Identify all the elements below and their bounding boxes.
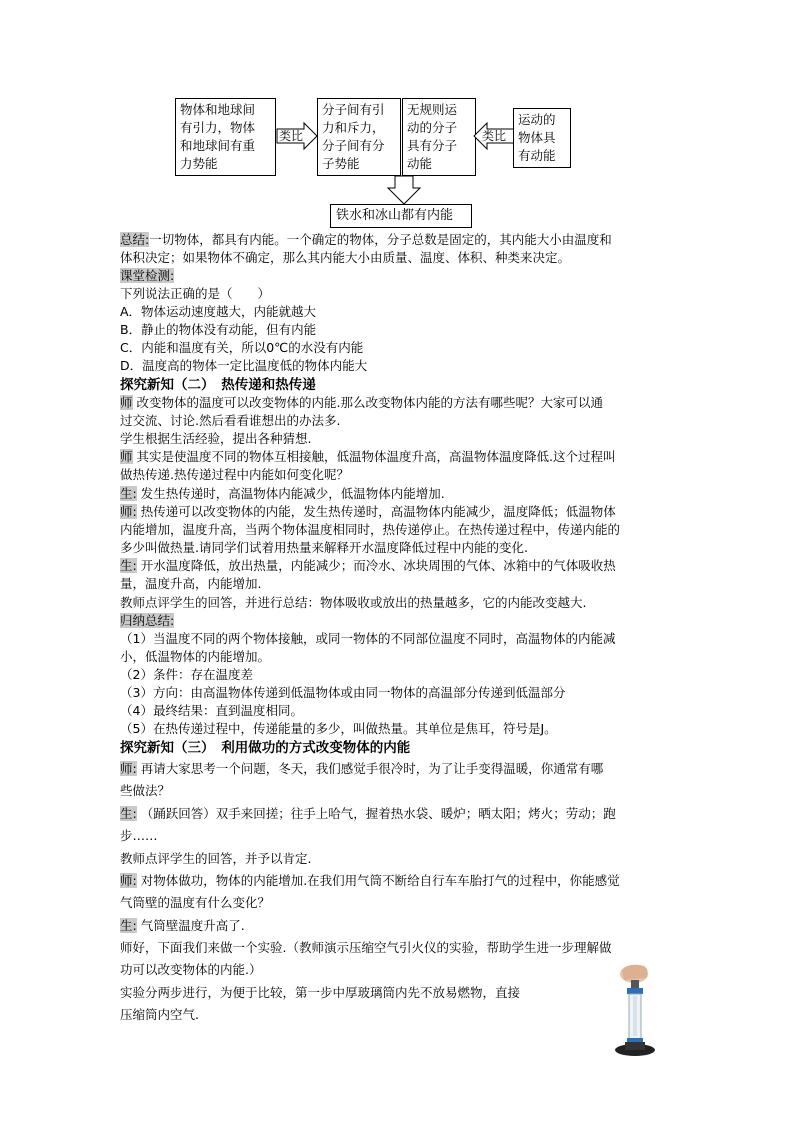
s3-student1-line2: 步…… [120,828,158,843]
s2-summary-item-3: （3）方向：由高温物体传递到低温物体或由同一物体的高温部分传递到低温部分 [120,685,566,700]
s2-teacher1-line2: 过交流、讨论.然后看看谁想出的办法多. [120,413,341,428]
analogy-label-left: 类比 [279,129,304,143]
s3-student1-line1: 生: （踊跃回答）双手来回搓；往手上哈气，握着热水袋、暖炉；晒太阳；烤火；劳动；跑 [120,806,616,821]
s2-summary-item-2: （2）条件：存在温度差 [120,667,253,682]
summary-line-1: 总结:一切物体，都具有内能。一个确定的物体，分子总数是固定的，其内能大小由温度和 [120,232,612,247]
s2-teacher2-line1: 师 其实是使温度不同的物体互相接触，低温物体温度升高，高温物体温度降低.这个过程叫 [120,449,616,464]
diagram-result-box: 铁水和冰山都有内能 [330,204,472,228]
s3-teacher3-line1: 师好，下面我们来做一个实验.（教师演示压缩空气引火仪的实验，帮助学生进一步理解做 [120,940,612,955]
summary-label: 总结: [120,232,150,247]
check-option-c: C．内能和温度有关，所以0℃的水没有内能 [120,340,364,355]
s2-teacher3-line1: 师: 热传递可以改变物体的内能，发生热传递时，高温物体内能减少，温度降低；低温物体 [120,504,616,519]
s2-summary-label: 归纳总结: [120,613,175,628]
s3-experiment-line1: 实验分两步进行，为便于比较，第一步中厚玻璃筒内先不放易燃物，直接 [120,985,521,1000]
s3-teacher1-line2: 些做法？ [120,783,171,798]
check-option-d: D．温度高的物体一定比温度低的物体内能大 [120,358,368,373]
s2-summary-item-4: （4）最终结果：直到温度相同。 [120,703,303,718]
diagram-box-molecular-kinetic: 无规则运 动的分子 具有分子 动能 [402,98,476,176]
diagram-box-gravity: 物体和地球间 有引力，物体 和地球间有重 力势能 [175,98,276,176]
s2-student-guess: 学生根据生活经验，提出各种猜想. [120,431,312,446]
s2-student1: 生: 发生热传递时，高温物体内能减少，低温物体内能增加. [120,486,445,501]
s2-student2-line1: 生: 开水温度降低，放出热量，内能减少；而冷水、冰块周围的气体、冰箱中的气体吸收热 [120,558,616,573]
summary-line-2: 体积决定；如果物体不确定，那么其内能大小由质量、温度、体积、种类来决定。 [120,250,571,265]
s3-teacher2-line2: 气筒壁的温度有什么变化？ [120,895,271,910]
s2-teacher-comment: 教师点评学生的回答，并进行总结：物体吸收或放出的热量越多，它的内能改变越大. [120,595,587,610]
analogy-label-right: 类比 [482,129,507,143]
diagram-box-molecular-potential: 分子间有引 力和斥力， 分子间有分 子势能 [317,98,401,176]
s2-summary-item-1b: 小，低温物体的内能增加。 [120,649,271,664]
s2-student2-line2: 量，温度升高，内能增加. [120,576,262,591]
s2-teacher2-line2: 做热传递.热传递过程中内能如何变化呢？ [120,467,349,482]
s2-teacher3-line2: 内能增加，温度升高，当两个物体温度相同时，热传递停止。在热传递过程中，传递内能的 [120,522,621,537]
check-option-b: B．静止的物体没有动能，但有内能 [120,322,317,337]
s3-student2: 生: 气筒壁温度升高了. [120,918,245,933]
s3-teacher2-line1: 师: 对物体做功，物体的内能增加.在我们用气筒不断给自行车车胎打气的过程中，你能感觉 [120,873,620,888]
diagram-box-kinetic: 运动的 物体具 有动能 [513,108,571,168]
air-compression-apparatus-image [610,962,672,1058]
s3-teacher3-line2: 功可以改变物体的内能.） [120,962,262,977]
s2-teacher1-line1: 师 改变物体的温度可以改变物体的内能.那么改变物体内能的方法有哪些呢？大家可以通 [120,395,603,410]
check-question: 下列说法正确的是（ ） [120,286,271,301]
s2-summary-item-1a: （1）当温度不同的两个物体接触，或同一物体的不同部位温度不同时，高温物体的内能减 [120,631,616,646]
section3-title: 探究新知（三） 利用做功的方式改变物体的内能 [120,740,411,756]
s2-summary-label-line [120,612,680,630]
check-label-line [120,267,680,285]
check-option-a: A．物体运动速度越大，内能就越大 [120,304,317,319]
section2-title: 探究新知（二） 热传递和热传递 [120,377,316,393]
s3-teacher-comment: 教师点评学生的回答，并予以肯定. [120,851,312,866]
down-arrow [386,175,422,205]
s3-experiment-line2: 压缩筒内空气. [120,1007,199,1022]
s2-teacher3-line3: 多少叫做热量.请同学们试着用热量来解释开水温度降低过程中内能的变化. [120,540,528,555]
s2-summary-item-5: （5）在热传递过程中，传递能量的多少，叫做热量。其单位是焦耳，符号是J。 [120,721,557,736]
check-label: 课堂检测: [120,268,175,283]
s3-teacher1-line1: 师: 再请大家思考一个问题，冬天，我们感觉手很冷时，为了让手变得温暖，你通常有哪 [120,761,604,776]
